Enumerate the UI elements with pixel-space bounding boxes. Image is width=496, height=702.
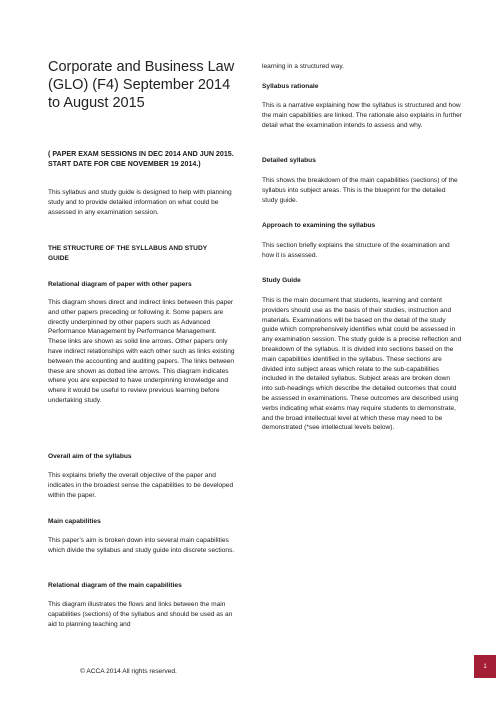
structure-heading: THE STRUCTURE OF THE SYLLABUS AND STUDY GUIDE [48,245,207,262]
study-guide-heading: Study Guide [262,277,301,284]
overall-aim-text: This explains briefly the overall objective of the paper and indicates in the broadest sense the capabilities to be developed within the paper. [48,472,234,499]
exam-sessions-note: ( PAPER EXAM SESSIONS IN DEC 2014 AND JUN 2015. START DATE FOR CBE NOVEMBER 19 2014.) [48,150,234,168]
intro-paragraph: This syllabus and study guide is designed to help with planning study and to provide detailed information on what could be assessed in any examination session. [48,189,232,216]
page-number: 1 [483,663,487,670]
continuation-text: learning in a structured way. [262,63,344,70]
relational-main-heading: Relational diagram of the main capabilities [48,582,182,589]
main-capabilities-text: This paper’s aim is broken down into several main capabilities which divide the syllabus and study guide into discrete sections. [48,537,235,554]
approach-text: This section briefly explains the structure of the examination and how it is assessed. [262,242,450,259]
relational-other-heading: Relational diagram of paper with other papers [48,281,192,288]
page-number-tab [474,655,496,678]
rationale-text: This is a narrative explaining how the syllabus is structured and how the main capabilities are linked. The rationale also explains in further detail what the examination intends to assess and why. [262,102,463,129]
relational-main-text: This diagram illustrates the flows and links between the main capabilities (sections) of the syllabus and should be used as an aid to planning teaching and [48,601,233,628]
document-title: Corporate and Business Law (GLO) (F4) September 2014 to August 2015 [48,59,235,111]
copyright-footer: © ACCA 2014 All rights reserved. [80,668,177,675]
detailed-syllabus-text: This shows the breakdown of the main capabilities (sections) of the syllabus into subject areas. This is the blueprint for the detailed study guide. [262,177,458,204]
approach-heading: Approach to examining the syllabus [262,222,376,229]
main-capabilities-heading: Main capabilities [48,518,101,525]
rationale-heading: Syllabus rationale [262,83,319,90]
overall-aim-heading: Overall aim of the syllabus [48,453,132,460]
detailed-syllabus-heading: Detailed syllabus [262,157,316,164]
study-guide-text: This is the main document that students, learning and content providers should use as the basis of their studies, instruction and materials. Examinations will be based on the detail of the study guide which comprehensively identifies what could be assessed in any examination session. The study guide is a precise reflection and breakdown of the syllabus. It is divided into sections based on the main capabilities identified in the syllabus. These sections are divided into subject areas which relate to the sub-capabilities included in the detailed syllabus. Subject areas are broken down into sub-headings which describe the detailed outcomes that could be assessed in examinations. These outcomes are described using verbs indicating what exams may require students to demonstrate, and the broad intellectual level at which these may need to be demonstrated (*see intellectual levels below). [262,297,462,432]
relational-other-text: This diagram shows direct and indirect links between this paper and other papers preceding or following it. Some papers are directly underpinned by other papers such as Advanced Performance Management by Performance Management. These links are shown as solid line arrows. Other papers only have indirect relationships with each other such as links existing between the accounting and auditing papers. The links between these are shown as dotted line arrows. This diagram indicates where you are expected to have underpinning knowledge and where it would be useful to review previous learning before undertaking study. [48,299,235,404]
